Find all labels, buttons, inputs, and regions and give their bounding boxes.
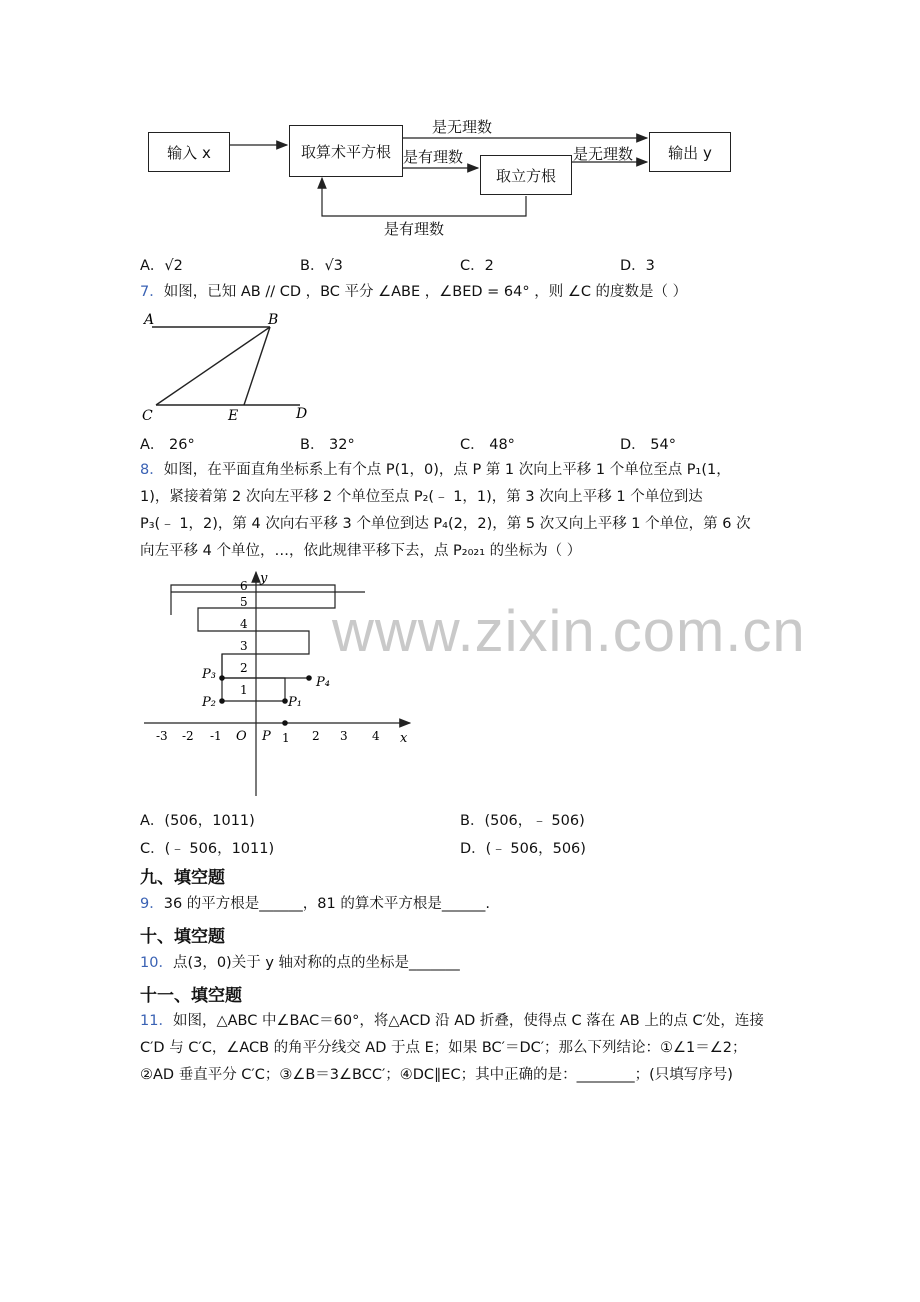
- sqrt-label: 取算术平方根: [300, 142, 391, 161]
- q8-line-4: 向左平移 4 个单位，…，依此规律平移下去，点 P₂₀₂₁ 的坐标为（ ）: [140, 543, 582, 559]
- input-box: [148, 132, 230, 172]
- q7-figure: [140, 308, 320, 426]
- q8-ytick: 4: [240, 617, 248, 631]
- q7-label-e: E: [228, 408, 239, 424]
- q8-xtick: 2: [312, 729, 320, 743]
- q8-ytick: 3: [240, 639, 248, 653]
- q11-line-3: ②AD 垂直平分 C′C；③∠B＝3∠BCC′；④DC∥EC；其中正确的是：________；(只填写序号): [140, 1067, 733, 1083]
- q9-number: 9．: [140, 896, 164, 912]
- input-label: 输入 x: [167, 143, 211, 162]
- q7-option-b: B． 32°: [300, 437, 355, 453]
- q11-text-1: 如图，△ABC 中∠BAC＝60°，将△ACD 沿 AD 折叠，使得点 C 落在 AB 上的点 C′处，连接: [172, 1013, 764, 1029]
- q9-text: 36 的平方根是______，81 的算术平方根是______.: [163, 896, 490, 912]
- q8-text-1: 如图，在平面直角坐标系上有个点 P(1，0)，点 P 第 1 次向上平移 1 个单位至点 P₁(1，: [163, 462, 731, 478]
- q7-label-d: D: [296, 406, 308, 422]
- q6-option-c: C．2: [460, 258, 494, 274]
- q10-number: 10．: [140, 955, 173, 971]
- q8-ytick: 1: [240, 683, 248, 697]
- q8-y-axis-label: y: [260, 571, 268, 586]
- q8-option-b: B．(506，﹣ 506): [460, 813, 585, 829]
- q8-point-p1: P₁: [288, 695, 302, 710]
- q8-line-2: 1)，紧接着第 2 次向左平移 2 个单位至点 P₂(﹣ 1，1)，第 3 次向上平移 1 个单位到达: [140, 489, 703, 505]
- q8-option-c: C．(﹣ 506，1011): [140, 841, 275, 857]
- q8-xtick: 1: [282, 731, 290, 745]
- q8-xtick: -3: [156, 729, 168, 743]
- q7-option-d: D． 54°: [620, 437, 676, 453]
- q9-stem: [140, 894, 490, 914]
- q8-line-1: [140, 460, 731, 480]
- q10-text: 点(3，0)关于 y 轴对称的点的坐标是_______: [172, 955, 460, 971]
- section-11-heading: 十一、填空题: [140, 986, 242, 1006]
- q7-option-a: A． 26°: [140, 437, 195, 453]
- q8-line-3: P₃(﹣ 1，2)，第 4 次向右平移 3 个单位到达 P₄(2，2)，第 5 次又向上平移 1 个单位，第 6 次: [140, 516, 751, 532]
- sqrt-box: [289, 125, 403, 177]
- q7-label-b: B: [268, 312, 279, 328]
- q8-option-a: A．(506，1011): [140, 813, 255, 829]
- q11-line-1: [140, 1011, 764, 1031]
- q7-label-a: A: [144, 312, 155, 328]
- cube-box: [480, 155, 572, 195]
- cube-label: 取立方根: [495, 166, 556, 185]
- q7-option-c: C． 48°: [460, 437, 515, 453]
- q8-ytick: 6: [240, 579, 248, 593]
- q8-xtick: 4: [372, 729, 380, 743]
- irrational-top-label: 是无理数: [432, 118, 493, 136]
- q11-line-2: C′D 与 C′C，∠ACB 的角平分线交 AD 于点 E；如果 BC′＝DC′；那么下列结论：①∠1＝∠2；: [140, 1040, 747, 1056]
- section-9-heading: 九、填空题: [140, 868, 225, 888]
- q8-xtick: -1: [210, 729, 222, 743]
- q7-stem: [140, 282, 687, 302]
- q11-number: 11．: [140, 1013, 173, 1029]
- q7-text: 如图，已知 AB // CD ，BC 平分 ∠ABE ，∠BED = 64° ，则 ∠C 的度数是（ ）: [163, 284, 688, 300]
- q8-ytick: 2: [240, 661, 248, 675]
- output-box: [649, 132, 731, 172]
- q8-point-p4: P₄: [316, 675, 330, 690]
- watermark: www.zixin.com.cn: [332, 599, 806, 664]
- q6-option-b: B．√3: [300, 258, 343, 274]
- q8-option-d: D．(﹣ 506，506): [460, 841, 586, 857]
- q8-point-p2: P₂: [202, 695, 216, 710]
- output-label: 输出 y: [668, 143, 712, 162]
- rational-bottom-label: 是有理数: [384, 220, 445, 238]
- section-10-heading: 十、填空题: [140, 927, 225, 947]
- q6-option-a: A．√2: [140, 258, 183, 274]
- irrational-right-label: 是无理数: [573, 145, 634, 163]
- rational-mid-label: 是有理数: [403, 148, 464, 166]
- q8-x-axis-label: x: [400, 731, 408, 746]
- q8-number: 8．: [140, 462, 164, 478]
- q8-ytick: 5: [240, 595, 248, 609]
- q6-option-d: D．3: [620, 258, 655, 274]
- q8-xtick: 3: [340, 729, 348, 743]
- q7-number: 7．: [140, 284, 164, 300]
- q8-point-p3: P₃: [202, 667, 216, 682]
- q7-label-c: C: [142, 408, 153, 424]
- q8-origin-label: O: [236, 729, 247, 744]
- q8-xtick: -2: [182, 729, 194, 743]
- q8-p-label: P: [262, 729, 271, 744]
- q10-stem: [140, 953, 460, 973]
